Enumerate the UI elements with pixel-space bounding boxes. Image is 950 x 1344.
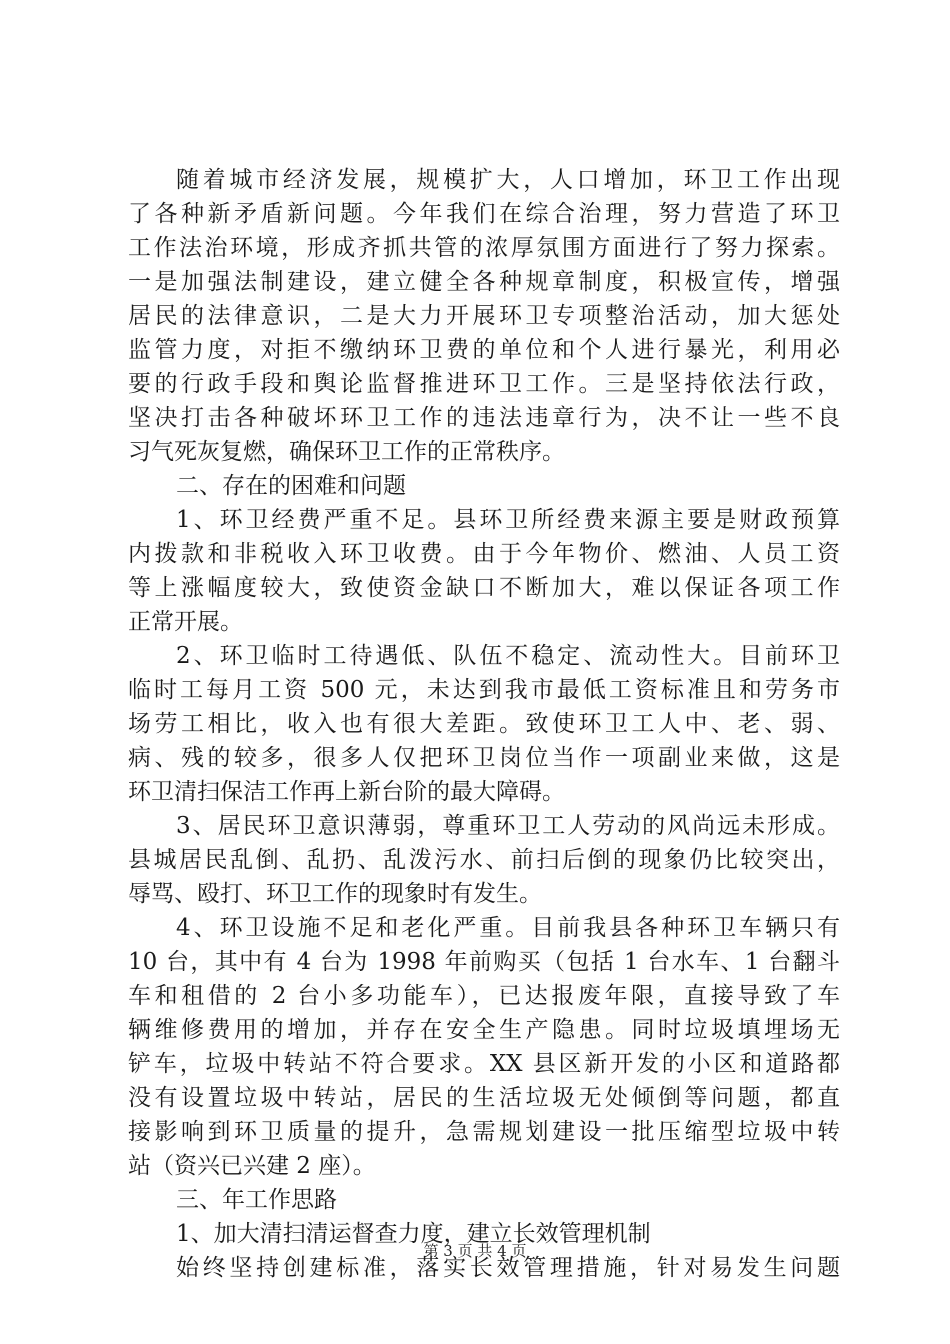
text-line: 1、加大清扫清运督查力度，建立长效管理机制: [176, 1221, 651, 1247]
text-line: 没有设置垃圾中转站，居民的生活垃圾无处倾倒等问题，都直: [128, 1085, 840, 1111]
text-line: 等上涨幅度较大，致使资金缺口不断加大，难以保证各项工作: [128, 575, 840, 601]
text-line: 接影响到环卫质量的提升，急需规划建设一批压缩型垃圾中转: [128, 1119, 840, 1145]
page-footer: 第 3 页 共 4 页: [423, 1242, 527, 1260]
text-line: 居民的法律意识，二是大力开展环卫专项整治活动，加大惩处: [128, 303, 840, 329]
text-line: 车和租借的 2 台小多功能车），已达报废年限，直接导致了车: [128, 983, 840, 1009]
text-line: 了各种新矛盾新问题。今年我们在综合治理，努力营造了环卫: [128, 201, 840, 227]
text-line: 环卫清扫保洁工作再上新台阶的最大障碍。: [128, 779, 565, 805]
text-line: 随着城市经济发展，规模扩大，人口增加，环卫工作出现: [176, 167, 840, 193]
text-line: 三、年工作思路: [176, 1187, 337, 1213]
text-line: 正常开展。: [128, 609, 243, 635]
text-line: 习气死灰复燃，确保环卫工作的正常秩序。: [128, 439, 565, 465]
text-line: 场劳工相比，收入也有很大差距。致使环卫工人中、老、弱、: [128, 711, 840, 737]
text-line: 县城居民乱倒、乱扔、乱泼污水、前扫后倒的现象仍比较突出，: [128, 847, 840, 873]
text-line: 内拨款和非税收入环卫收费。由于今年物价、燃油、人员工资: [128, 541, 840, 567]
text-line: 工作法治环境，形成齐抓共管的浓厚氛围方面进行了努力探索。: [128, 235, 840, 261]
text-line: 站（资兴已兴建 2 座）。: [128, 1153, 376, 1179]
text-line: 坚决打击各种破坏环卫工作的违法违章行为，决不让一些不良: [128, 405, 840, 431]
text-line: 二、存在的困难和问题: [176, 473, 406, 499]
text-line: 1、环卫经费严重不足。县环卫所经费来源主要是财政预算: [176, 507, 840, 533]
text-line: 始终坚持创建标准，落实长效管理措施，针对易发生问题: [176, 1255, 840, 1281]
text-line: 10 台，其中有 4 台为 1998 年前购买（包括 1 台水车、1 台翻斗: [128, 949, 840, 975]
text-line: 2、环卫临时工待遇低、队伍不稳定、流动性大。目前环卫: [176, 643, 840, 669]
text-line: 监管力度，对拒不缴纳环卫费的单位和个人进行暴光，利用必: [128, 337, 840, 363]
text-line: 一是加强法制建设，建立健全各种规章制度，积极宣传，增强: [128, 269, 840, 295]
text-line: 要的行政手段和舆论监督推进环卫工作。三是坚持依法行政，: [128, 371, 840, 397]
document-body: [128, 163, 840, 1285]
text-line: 辆维修费用的增加，并存在安全生产隐患。同时垃圾填埋场无: [128, 1017, 840, 1043]
text-line: 4、环卫设施不足和老化严重。目前我县各种环卫车辆只有: [176, 915, 840, 941]
text-line: 铲车，垃圾中转站不符合要求。XX 县区新开发的小区和道路都: [128, 1051, 840, 1077]
text-line: 病、残的较多，很多人仅把环卫岗位当作一项副业来做，这是: [128, 745, 840, 771]
text-line: 辱骂、殴打、环卫工作的现象时有发生。: [128, 881, 542, 907]
text-line: 临时工每月工资 500 元，未达到我市最低工资标准且和劳务市: [128, 677, 840, 703]
text-line: 3、居民环卫意识薄弱，尊重环卫工人劳动的风尚远未形成。: [176, 813, 840, 839]
